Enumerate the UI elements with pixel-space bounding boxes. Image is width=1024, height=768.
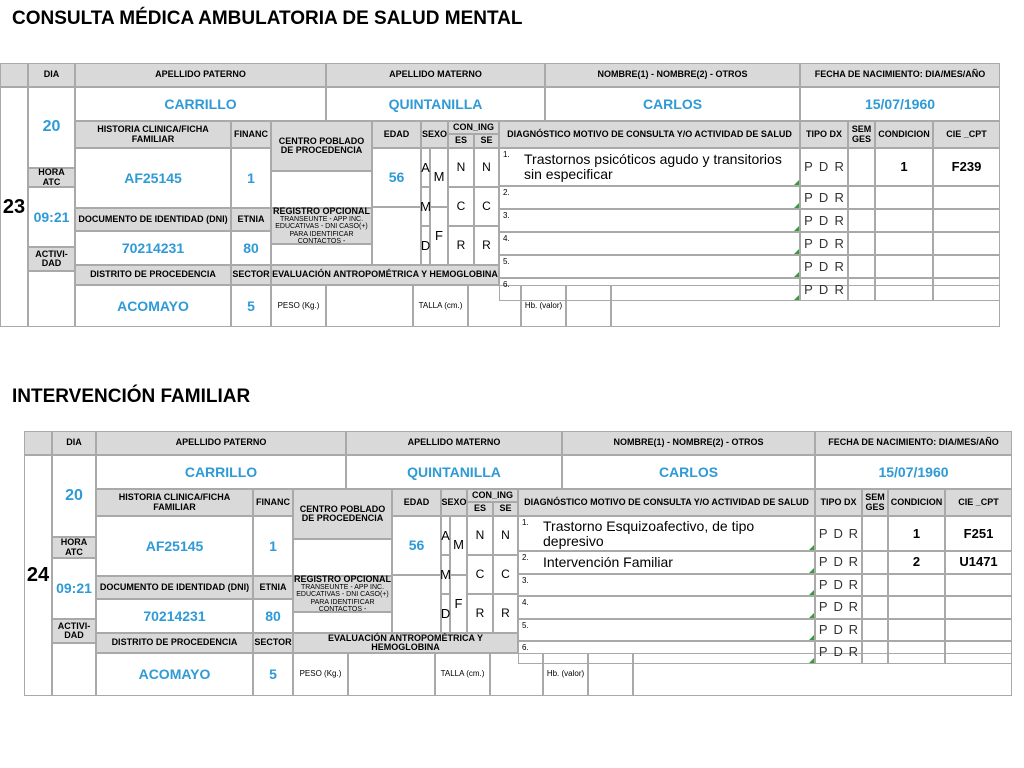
diagnostico-row-2 — [499, 186, 800, 209]
sexo-m: M — [430, 148, 448, 207]
tipo-dx-mark: D — [833, 554, 843, 570]
corner-mark-icon — [809, 568, 814, 573]
row-number: 1. — [522, 518, 529, 527]
actividad-label: ACTIVI-DAD — [28, 247, 75, 271]
diagnostico-row-5 — [518, 619, 815, 642]
sem-ges-row-5 — [848, 255, 875, 278]
tipo-dx-mark: D — [818, 189, 829, 205]
tipo-dx-header: TIPO DX — [800, 121, 848, 148]
corner-mark-icon — [794, 249, 799, 254]
cie-row-3 — [945, 574, 1012, 597]
row-number: 6. — [522, 643, 529, 652]
dia-header: DIA — [28, 63, 75, 87]
etnia-header: ETNIA — [253, 576, 293, 599]
sexo-mark-a: D — [421, 226, 430, 265]
diagnostico-row-4 — [518, 596, 815, 619]
edad-spacer — [372, 207, 421, 266]
row-number: 6. — [503, 280, 510, 289]
es-mark: N — [448, 148, 474, 187]
condicion-row-3 — [875, 209, 933, 232]
peso-value — [348, 653, 435, 696]
evaluacion-header: EVALUACIÓN ANTROPOMÉTRICA Y HEMOGLOBINA — [293, 633, 518, 653]
sem-ges-row-4 — [848, 232, 875, 255]
historia-clinica-value: AF25145 — [75, 148, 231, 208]
fecha-nacimiento-header: FECHA DE NACIMIENTO: DIA/MES/AÑO — [815, 431, 1012, 455]
tipo-dx-mark: R — [834, 189, 844, 205]
se-header: SE — [493, 502, 518, 516]
sexo-m: M — [450, 516, 467, 575]
tipo-dx-mark: P — [804, 159, 813, 175]
apellido-paterno-header: APELLIDO PATERNO — [75, 63, 326, 87]
corner-mark-icon — [794, 203, 799, 208]
sector-header: SECTOR — [253, 633, 293, 653]
tipo-dx-mark: R — [834, 258, 844, 274]
row-number: 3. — [503, 211, 510, 220]
page-title-intervencion: INTERVENCIÓN FAMILIAR — [12, 386, 251, 407]
dia-value: 20 — [52, 455, 96, 537]
tipo-dx-mark: P — [804, 281, 813, 297]
nombres-header: NOMBRE(1) - NOMBRE(2) - OTROS — [545, 63, 800, 87]
sexo-mark-a: M — [441, 555, 450, 594]
sem-ges-row-4 — [862, 596, 888, 619]
tipo-dx-mark: P — [804, 212, 813, 228]
corner-mark-icon — [809, 590, 814, 595]
tipo-dx-row-2 — [800, 186, 848, 209]
es-mark: R — [448, 226, 474, 265]
hora-value: 09:21 — [52, 558, 96, 619]
tipo-dx-row-4 — [800, 232, 848, 255]
tipo-dx-mark: D — [818, 281, 829, 297]
corner-mark-icon — [794, 295, 799, 300]
diagnostico-row-1 — [499, 148, 800, 186]
financ-value: 1 — [231, 148, 271, 208]
record-number: 23 — [0, 87, 28, 327]
row-number: 3. — [522, 575, 529, 585]
condicion-row-4 — [875, 232, 933, 255]
page-title-consulta: CONSULTA MÉDICA AMBULATORIA DE SALUD MENTAL — [12, 8, 523, 29]
registro-opcional-header — [293, 573, 392, 614]
form-consulta — [0, 63, 1000, 327]
sem-ges-row-1 — [848, 148, 875, 186]
fecha-nacimiento-header: FECHA DE NACIMIENTO: DIA/MES/AÑO — [800, 63, 1000, 87]
condicion-row-6 — [888, 641, 945, 664]
sexo-f: F — [450, 575, 467, 634]
tipo-dx-mark: R — [848, 621, 859, 637]
distrito-header: DISTRITO DE PROCEDENCIA — [96, 633, 253, 653]
fecha-nacimiento-value: 15/07/1960 — [815, 455, 1012, 489]
diagnostico-header: DIAGNÓSTICO MOTIVO DE CONSULTA Y/O ACTIVIDAD DE SALUD — [499, 121, 800, 148]
condicion-row-1: 1 — [888, 516, 945, 551]
es-header: ES — [467, 502, 493, 516]
diagnostico-text: Trastorno Esquizoafectivo, de tipo depresivo — [543, 517, 755, 549]
tipo-dx-mark: P — [804, 189, 813, 205]
edad-header: EDAD — [372, 121, 421, 148]
talla-label: TALLA (cm.) — [413, 285, 468, 327]
record-number-header — [0, 63, 28, 87]
se-mark: R — [493, 594, 518, 633]
documento-header: DOCUMENTO DE IDENTIDAD (DNI) — [75, 208, 231, 231]
hora-atc-label: HORA ATC — [52, 537, 96, 558]
sexo-mark-a: D — [441, 594, 450, 633]
distrito-value: ACOMAYO — [75, 285, 231, 327]
centro-poblado-header: CENTRO POBLADO DE PROCEDENCIA — [271, 121, 372, 171]
sem-ges-row-2 — [862, 551, 888, 574]
hora-value: 09:21 — [28, 187, 75, 247]
apellido-paterno-value: CARRILLO — [96, 455, 346, 489]
hora-atc-label: HORA ATC — [28, 168, 75, 187]
evaluacion-header: EVALUACIÓN ANTROPOMÉTRICA Y HEMOGLOBINA — [271, 265, 499, 285]
tipo-dx-row-1 — [800, 148, 848, 186]
diagnostico-row-4 — [499, 232, 800, 255]
diagnostico-row-1 — [518, 516, 815, 551]
diagnostico-row-6 — [518, 641, 815, 664]
tipo-dx-mark: R — [834, 235, 844, 251]
row-number: 4. — [503, 234, 510, 243]
apellido-materno-value: QUINTANILLA — [346, 455, 562, 489]
sem-ges-row-2 — [848, 186, 875, 209]
registro-opcional-value — [271, 244, 372, 265]
tipo-dx-mark: P — [818, 644, 828, 660]
historia-clinica-value: AF25145 — [96, 516, 253, 576]
financ-header: FINANC — [253, 489, 293, 516]
sem-ges-header: SEM GES — [862, 489, 888, 516]
cie-row-5 — [933, 255, 1000, 278]
sector-value: 5 — [231, 285, 271, 327]
corner-mark-icon — [809, 635, 814, 640]
cie-row-5 — [945, 619, 1012, 642]
es-mark: C — [467, 555, 493, 594]
tipo-dx-mark: R — [834, 159, 844, 175]
tipo-dx-row-3 — [800, 209, 848, 232]
documento-value: 70214231 — [96, 599, 253, 633]
cie-cpt-header: CIE _CPT — [933, 121, 1000, 148]
historia-clinica-header: HISTORIA CLINICA/FICHA FAMILIAR — [96, 489, 253, 516]
financ-header: FINANC — [231, 121, 271, 148]
tipo-dx-mark: D — [818, 212, 829, 228]
corner-mark-icon — [809, 545, 814, 550]
tipo-dx-mark: D — [818, 258, 829, 274]
se-mark: C — [474, 187, 499, 226]
tipo-dx-mark: P — [818, 525, 828, 541]
edad-value: 56 — [392, 516, 441, 575]
actividad-value — [28, 271, 75, 327]
sem-ges-row-6 — [848, 278, 875, 301]
tipo-dx-row-5 — [800, 255, 848, 278]
sem-ges-row-6 — [862, 641, 888, 664]
centro-poblado-value — [293, 539, 392, 576]
sexo-mark-a: A — [441, 516, 450, 555]
tipo-dx-row-2 — [815, 551, 862, 574]
con-ing-header: CON_ING — [467, 489, 518, 502]
tipo-dx-mark: D — [818, 235, 829, 251]
es-mark: N — [467, 516, 493, 555]
financ-value: 1 — [253, 516, 293, 576]
hb-label: Hb. (valor) — [521, 285, 566, 327]
record-number-header — [24, 431, 52, 455]
sexo-header: SEXO — [441, 489, 467, 516]
actividad-value — [52, 643, 96, 696]
row-number: 4. — [522, 598, 529, 607]
etnia-value: 80 — [253, 599, 293, 633]
form-intervencion — [24, 431, 1012, 696]
cie-row-4 — [945, 596, 1012, 619]
cie-row-4 — [933, 232, 1000, 255]
sem-ges-row-3 — [848, 209, 875, 232]
dia-value: 20 — [28, 87, 75, 168]
registro-opcional-note: TRANSEUNTE - APP INC. EDUCATIVAS - DNI CASO(+) PARA IDENTIFICAR CONTACTOS - — [296, 584, 389, 614]
condicion-row-5 — [888, 619, 945, 642]
peso-value — [326, 285, 413, 327]
tipo-dx-row-6 — [815, 641, 862, 664]
cie-row-2: U1471 — [945, 551, 1012, 574]
diagnostico-row-3 — [499, 209, 800, 232]
registro-opcional-header — [271, 205, 372, 246]
nombres-value: CARLOS — [562, 455, 815, 489]
condicion-header: CONDICION — [888, 489, 945, 516]
tipo-dx-mark: P — [804, 258, 813, 274]
tipo-dx-row-1 — [815, 516, 862, 551]
actividad-label: ACTIVI-DAD — [52, 619, 96, 643]
tipo-dx-mark: D — [833, 576, 843, 592]
cie-cpt-header: CIE _CPT — [945, 489, 1012, 516]
centro-poblado-value — [271, 171, 372, 208]
documento-value: 70214231 — [75, 231, 231, 265]
se-header: SE — [474, 134, 499, 148]
apellido-materno-header: APELLIDO MATERNO — [326, 63, 545, 87]
tipo-dx-mark: P — [818, 599, 828, 615]
tipo-dx-mark: R — [848, 525, 859, 541]
tipo-dx-mark: P — [818, 554, 828, 570]
registro-opcional-label: REGISTRO OPCIONAL — [294, 573, 392, 584]
sector-value: 5 — [253, 653, 293, 696]
cie-row-6 — [933, 278, 1000, 301]
tipo-dx-mark: P — [818, 621, 828, 637]
tipo-dx-row-4 — [815, 596, 862, 619]
condicion-row-4 — [888, 596, 945, 619]
row-number: 5. — [503, 257, 510, 266]
se-mark: N — [474, 148, 499, 187]
hb-label: Hb. (valor) — [543, 653, 588, 696]
historia-clinica-header: HISTORIA CLINICA/FICHA FAMILIAR — [75, 121, 231, 148]
edad-value: 56 — [372, 148, 421, 207]
condicion-row-5 — [875, 255, 933, 278]
row-number: 5. — [522, 620, 529, 630]
peso-label: PESO (Kg.) — [293, 653, 348, 696]
edad-spacer — [392, 575, 441, 634]
condicion-row-2 — [875, 186, 933, 209]
row-number: 2. — [522, 553, 529, 562]
corner-mark-icon — [794, 180, 799, 185]
sector-header: SECTOR — [231, 265, 271, 285]
condicion-row-3 — [888, 574, 945, 597]
tipo-dx-mark: D — [833, 525, 843, 541]
sexo-f: F — [430, 207, 448, 266]
cie-row-3 — [933, 209, 1000, 232]
sem-ges-row-3 — [862, 574, 888, 597]
nombres-value: CARLOS — [545, 87, 800, 121]
tipo-dx-mark: D — [833, 621, 843, 637]
dia-header: DIA — [52, 431, 96, 455]
cie-row-2 — [933, 186, 1000, 209]
tipo-dx-mark: R — [834, 212, 844, 228]
etnia-header: ETNIA — [231, 208, 271, 231]
registro-opcional-value — [293, 612, 392, 633]
es-mark: R — [467, 594, 493, 633]
registro-opcional-label: REGISTRO OPCIONAL — [272, 205, 370, 216]
tipo-dx-header: TIPO DX — [815, 489, 862, 516]
diagnostico-text: Trastornos psicóticos agudo y transitorios sin especificar — [524, 151, 782, 182]
corner-mark-icon — [809, 613, 814, 618]
tipo-dx-mark: P — [804, 235, 813, 251]
sem-ges-header: SEM GES — [848, 121, 875, 148]
se-mark: R — [474, 226, 499, 265]
sem-ges-row-1 — [862, 516, 888, 551]
diagnostico-header: DIAGNÓSTICO MOTIVO DE CONSULTA Y/O ACTIVIDAD DE SALUD — [518, 489, 815, 516]
tipo-dx-row-6 — [800, 278, 848, 301]
cie-row-1: F251 — [945, 516, 1012, 551]
se-mark: N — [493, 516, 518, 555]
apellido-materno-value: QUINTANILLA — [326, 87, 545, 121]
es-mark: C — [448, 187, 474, 226]
cie-row-6 — [945, 641, 1012, 664]
row-number: 1. — [503, 150, 510, 159]
edad-header: EDAD — [392, 489, 441, 516]
diagnostico-row-6 — [499, 278, 800, 301]
diagnostico-text: Intervención Familiar — [543, 553, 673, 570]
apellido-materno-header: APELLIDO MATERNO — [346, 431, 562, 455]
cie-row-1: F239 — [933, 148, 1000, 186]
tipo-dx-mark: P — [818, 576, 828, 592]
fecha-nacimiento-value: 15/07/1960 — [800, 87, 1000, 121]
condicion-row-1: 1 — [875, 148, 933, 186]
tipo-dx-mark: D — [833, 644, 843, 660]
distrito-value: ACOMAYO — [96, 653, 253, 696]
record-number: 24 — [24, 455, 52, 696]
corner-mark-icon — [794, 272, 799, 277]
corner-mark-icon — [794, 226, 799, 231]
tipo-dx-row-3 — [815, 574, 862, 597]
diagnostico-row-2 — [518, 551, 815, 574]
condicion-row-2: 2 — [888, 551, 945, 574]
talla-label: TALLA (cm.) — [435, 653, 490, 696]
tipo-dx-mark: R — [848, 554, 859, 570]
diagnostico-row-3 — [518, 574, 815, 597]
corner-mark-icon — [809, 658, 814, 663]
diagnostico-row-5 — [499, 255, 800, 278]
condicion-header: CONDICION — [875, 121, 933, 148]
distrito-header: DISTRITO DE PROCEDENCIA — [75, 265, 231, 285]
tipo-dx-mark: D — [818, 159, 829, 175]
tipo-dx-mark: R — [848, 644, 859, 660]
condicion-row-6 — [875, 278, 933, 301]
sem-ges-row-5 — [862, 619, 888, 642]
apellido-paterno-header: APELLIDO PATERNO — [96, 431, 346, 455]
registro-opcional-note: TRANSEUNTE - APP INC. EDUCATIVAS - DNI CASO(+) PARA IDENTIFICAR CONTACTOS - — [275, 216, 368, 246]
con-ing-header: CON_ING — [448, 121, 499, 134]
se-mark: C — [493, 555, 518, 594]
sexo-mark-a: A — [421, 148, 430, 187]
sexo-mark-a: M — [421, 187, 430, 226]
tipo-dx-mark: R — [834, 281, 844, 297]
sexo-header: SEXO — [421, 121, 448, 148]
centro-poblado-header: CENTRO POBLADO DE PROCEDENCIA — [293, 489, 392, 539]
peso-label: PESO (Kg.) — [271, 285, 326, 327]
tipo-dx-mark: R — [848, 576, 859, 592]
nombres-header: NOMBRE(1) - NOMBRE(2) - OTROS — [562, 431, 815, 455]
row-number: 2. — [503, 188, 510, 197]
tipo-dx-row-5 — [815, 619, 862, 642]
documento-header: DOCUMENTO DE IDENTIDAD (DNI) — [96, 576, 253, 599]
es-header: ES — [448, 134, 474, 148]
tipo-dx-mark: R — [848, 599, 859, 615]
etnia-value: 80 — [231, 231, 271, 265]
tipo-dx-mark: D — [833, 599, 843, 615]
apellido-paterno-value: CARRILLO — [75, 87, 326, 121]
